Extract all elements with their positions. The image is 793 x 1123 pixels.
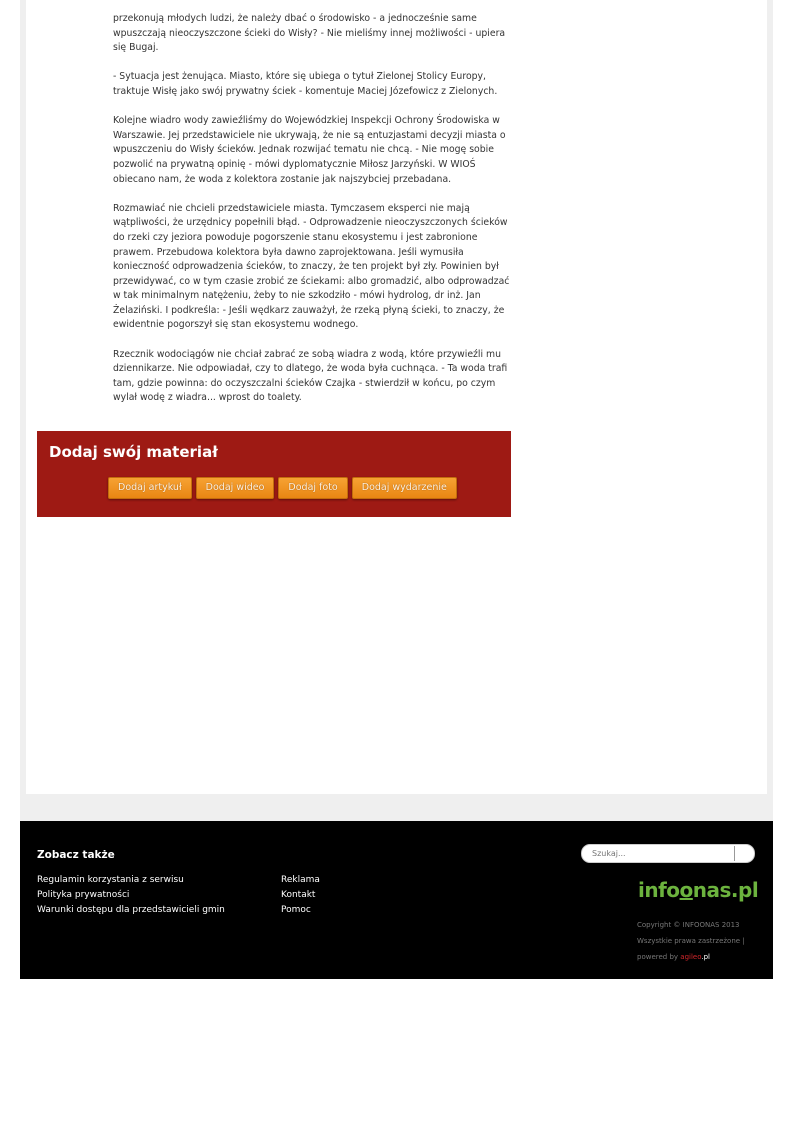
agileo-link[interactable]: agileo — [680, 953, 702, 961]
add-video-button[interactable]: Dodaj wideo — [196, 477, 275, 499]
footer-link-ads[interactable]: Reklama — [281, 875, 320, 885]
copyright-block — [637, 917, 757, 965]
copyright-line: Copyright © INFOONAS 2013 — [637, 921, 740, 929]
article-paragraph: Rozmawiać nie chcieli przedstawiciele miasta. Tymczasem eksperci nie mają wątpliwości, że urzędnicy popełnili błąd. - Odprowadzenie nieoczyszczonych ścieków do rzeki czy jeziora powoduje pogorszenie stanu ekosystemu i jest zabronione prawem. Przebudowa kolektora była dawno zaprojektowana. Jeśli wymusiła konieczność odprowadzenia ścieków, to znaczy, że ten projekt był zły. Powinien był przewidywać, co w tym czasie zrobić ze ściekami: albo gromadzić, albo odprowadzać w tak minimalnym natężeniu, żeby to nie szkodziło - mówi hydrolog, dr inż. Jan Żelaziński. I podkreśla: - Jeśli wędkarz zauważył, że rzeką płyną ścieki, to znaczy, że ewidentnie pogorszył się stan ekosystemu wodnego. — [113, 202, 510, 331]
add-article-button[interactable]: Dodaj artykuł — [108, 477, 192, 499]
add-material-title: Dodaj swój materiał — [49, 443, 218, 461]
add-material-banner — [37, 431, 511, 517]
footer-title: Zobacz także — [37, 849, 115, 861]
article-paragraph: Rzecznik wodociągów nie chciał zabrać ze sobą wiadra z wodą, które przywieźli mu dziennikarze. Nie odpowiadał, czy to dlatego, że woda była cuchnąca. - Ta woda trafi tam, gdzie powinna: do oczyszczalni ścieków Czajka - stwierdził w końcu, po czym wylał wodę z wiadra... wprost do toalety. — [113, 348, 508, 404]
search-box — [581, 844, 755, 863]
footer-link-help[interactable]: Pomoc — [281, 905, 311, 915]
powered-by-line: powered by agileo.pl — [637, 953, 710, 961]
search-input[interactable] — [592, 847, 730, 859]
article-body — [113, 12, 513, 421]
add-event-button[interactable]: Dodaj wydarzenie — [352, 477, 457, 499]
footer-link-terms[interactable]: Regulamin korzystania z serwisu — [37, 875, 184, 885]
article-paragraph: Kolejne wiadro wody zawieźliśmy do Wojewódzkiej Inspekcji Ochrony Środowiska w Warszawie. Jej przedstawiciele nie ukrywają, że nie są entuzjastami decyzji miasta o wpuszczeniu do Wisły ścieków. Jednak rozwijać tematu nie chcą. - Nie mogę sobie pozwolić na prywatną opinię - mówi dyplomatycznie Miłosz Jarzyński. W WIOŚ obiecano nam, że woda z kolektora zostanie jak najszybciej przebadana. — [113, 115, 506, 185]
article-paragraph: - Sytuacja jest żenująca. Miasto, które się ubiega o tytuł Zielonej Stolicy Europy, traktuje Wisłę jako swój prywatny ściek - komentuje Maciej Józefowicz z Zielonych. — [113, 71, 498, 97]
footer-link-privacy[interactable]: Polityka prywatności — [37, 890, 130, 900]
add-photo-button[interactable]: Dodaj foto — [278, 477, 347, 499]
footer — [20, 821, 773, 979]
article-paragraph: przekonują młodych ludzi, że należy dbać o środowisko - a jednocześnie same wpuszczają nieoczyszczone ścieki do Wisły? - Nie mieliśmy innej możliwości - upiera się Bugaj. — [113, 13, 506, 54]
footer-links-column-2 — [281, 873, 320, 918]
add-material-buttons — [108, 477, 457, 499]
rights-line: Wszystkie prawa zastrzeżone | — [637, 937, 745, 945]
footer-links-column-1 — [37, 873, 225, 918]
site-logo[interactable]: infoonas.pl — [638, 878, 759, 902]
footer-link-municipal-access[interactable]: Warunki dostępu dla przedstawicieli gmin — [37, 905, 225, 915]
footer-link-contact[interactable]: Kontakt — [281, 890, 316, 900]
search-divider — [734, 846, 735, 861]
